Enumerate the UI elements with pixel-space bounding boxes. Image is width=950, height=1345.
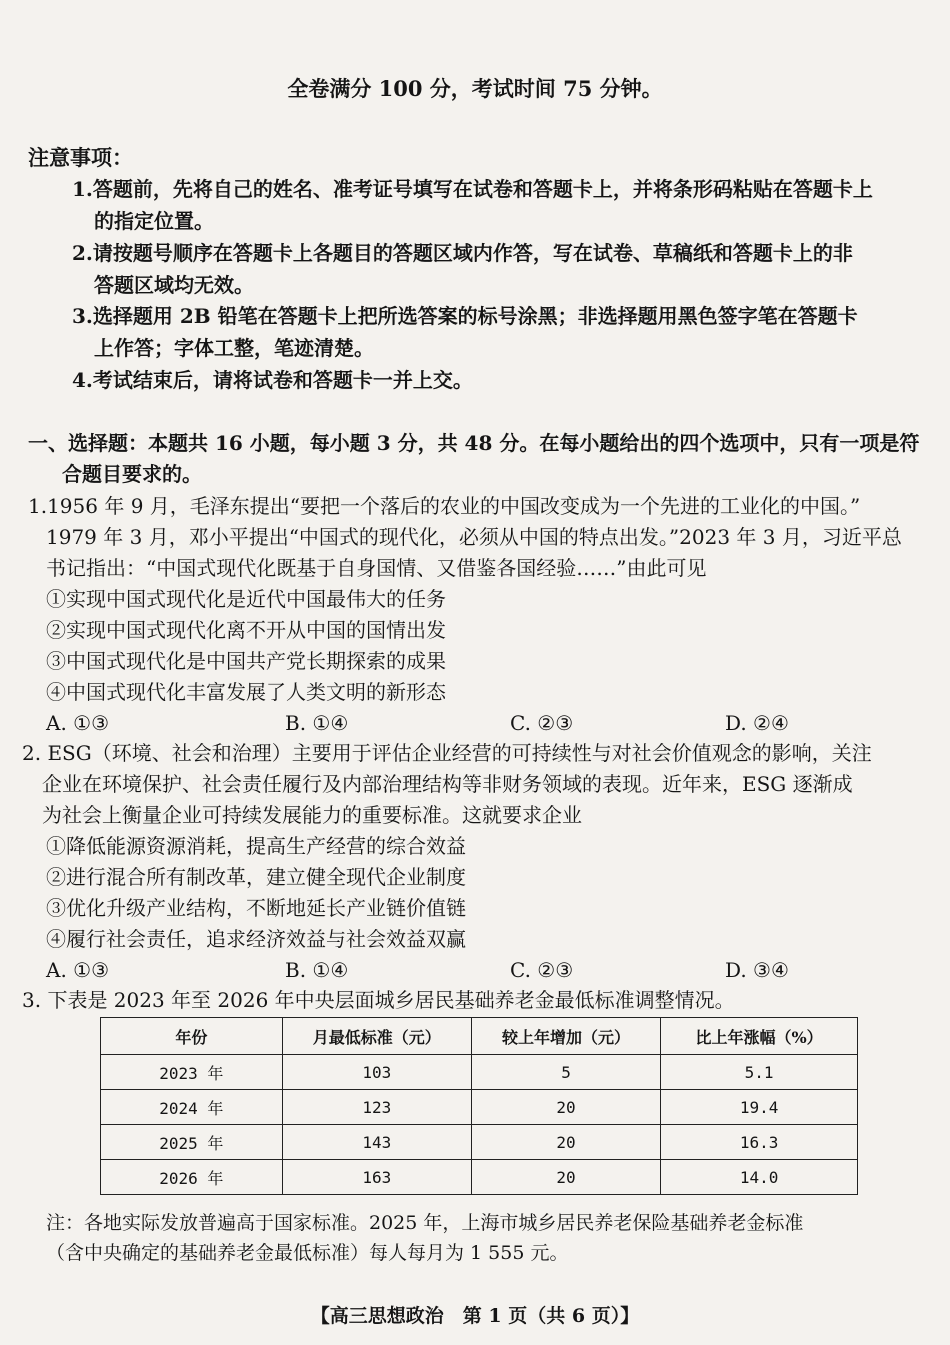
notice-line: 的指定位置。 <box>94 209 214 233</box>
q1-option-d: D. ②④ <box>725 711 789 735</box>
table-cell: 5 <box>471 1055 660 1090</box>
table-row <box>101 1125 858 1160</box>
q1-item: ③中国式现代化是中国共产党长期探索的成果 <box>46 649 446 673</box>
q2-stem: 2. ESG（环境、社会和治理）主要用于评估企业经营的可持续性与对社会价值观念的影响，关注 <box>22 741 872 765</box>
q2-item: ③优化升级产业结构，不断地延长产业链价值链 <box>46 896 466 920</box>
notice-title: 注意事项： <box>28 145 133 170</box>
table-cell: 2024 年 <box>101 1090 283 1125</box>
table-header-cell: 年份 <box>101 1018 283 1055</box>
notice-line: 2.请按题号顺序在答题卡上各题目的答题区域内作答，写在试卷、草稿纸和答题卡上的非 <box>72 241 853 265</box>
pension-table <box>100 1017 858 1195</box>
notice-line: 1.答题前，先将自己的姓名、准考证号填写在试卷和答题卡上，并将条形码粘贴在答题卡上 <box>72 177 873 201</box>
table-cell: 16.3 <box>661 1125 858 1160</box>
section-heading: 一、选择题：本题共 16 小题，每小题 3 分，共 48 分。在每小题给出的四个选项中，只有一项是符 <box>28 431 920 455</box>
q3-stem: 3. 下表是 2023 年至 2026 年中央层面城乡居民基础养老金最低标准调整情况。 <box>22 988 735 1012</box>
table-cell: 5.1 <box>661 1055 858 1090</box>
table-cell: 2023 年 <box>101 1055 283 1090</box>
table-cell: 19.4 <box>661 1090 858 1125</box>
table-header-row <box>101 1018 858 1055</box>
q2-item: ②进行混合所有制改革，建立健全现代企业制度 <box>46 865 466 889</box>
q2-option-d: D. ③④ <box>725 958 789 982</box>
q2-stem: 企业在环境保护、社会责任履行及内部治理结构等非财务领域的表现。近年来，ESG 逐渐成 <box>42 772 853 796</box>
table-cell: 123 <box>282 1090 471 1125</box>
q1-option-c: C. ②③ <box>510 711 574 735</box>
table-cell: 143 <box>282 1125 471 1160</box>
q1-option-a: A. ①③ <box>46 711 110 735</box>
table-cell: 2026 年 <box>101 1160 283 1195</box>
q2-option-b: B. ①④ <box>285 958 349 982</box>
table-cell: 20 <box>471 1125 660 1160</box>
q1-item: ④中国式现代化丰富发展了人类文明的新形态 <box>46 680 446 704</box>
table-row <box>101 1160 858 1195</box>
q1-stem: 1.1956 年 9 月，毛泽东提出“要把一个落后的农业的中国改变成为一个先进的工业化的中国。” <box>28 494 861 518</box>
notice-line: 4.考试结束后，请将试卷和答题卡一并上交。 <box>72 368 473 392</box>
table-cell: 163 <box>282 1160 471 1195</box>
q1-stem: 书记指出：“中国式现代化既基于自身国情、又借鉴各国经验……”由此可见 <box>46 556 707 580</box>
table-cell: 2025 年 <box>101 1125 283 1160</box>
q2-option-c: C. ②③ <box>510 958 574 982</box>
q2-item: ①降低能源资源消耗，提高生产经营的综合效益 <box>46 834 466 858</box>
table-cell: 103 <box>282 1055 471 1090</box>
notice-line: 3.选择题用 2B 铅笔在答题卡上把所选答案的标号涂黑；非选择题用黑色签字笔在答题卡 <box>72 304 858 328</box>
q1-stem: 1979 年 3 月，邓小平提出“中国式的现代化，必须从中国的特点出发。”2023 年 3 月，习近平总 <box>46 525 902 549</box>
q2-item: ④履行社会责任，追求经济效益与社会效益双赢 <box>46 927 466 951</box>
table-header-cell: 比上年涨幅（%） <box>661 1018 858 1055</box>
table-cell: 20 <box>471 1160 660 1195</box>
q2-stem: 为社会上衡量企业可持续发展能力的重要标准。这就要求企业 <box>42 803 582 827</box>
q1-item: ①实现中国式现代化是近代中国最伟大的任务 <box>46 587 446 611</box>
q1-item: ②实现中国式现代化离不开从中国的国情出发 <box>46 618 446 642</box>
q3-note: （含中央确定的基础养老金最低标准）每人每月为 1 555 元。 <box>46 1242 569 1264</box>
table-cell: 20 <box>471 1090 660 1125</box>
table-cell: 14.0 <box>661 1160 858 1195</box>
notice-line: 上作答；字体工整，笔迹清楚。 <box>94 336 374 360</box>
exam-header: 全卷满分 100 分，考试时间 75 分钟。 <box>287 76 663 101</box>
q1-option-b: B. ①④ <box>285 711 349 735</box>
notice-line: 答题区域均无效。 <box>94 273 254 297</box>
section-heading-cont: 合题目要求的。 <box>62 462 202 486</box>
table-header-cell: 月最低标准（元） <box>282 1018 471 1055</box>
page-footer: 【高三思想政治 第 1 页（共 6 页）】 <box>310 1305 640 1327</box>
table-row <box>101 1055 858 1090</box>
q2-option-a: A. ①③ <box>46 958 110 982</box>
table-header-cell: 较上年增加（元） <box>471 1018 660 1055</box>
table-row <box>101 1090 858 1125</box>
q3-note: 注：各地实际发放普遍高于国家标准。2025 年，上海市城乡居民养老保险基础养老金标准 <box>46 1212 804 1234</box>
